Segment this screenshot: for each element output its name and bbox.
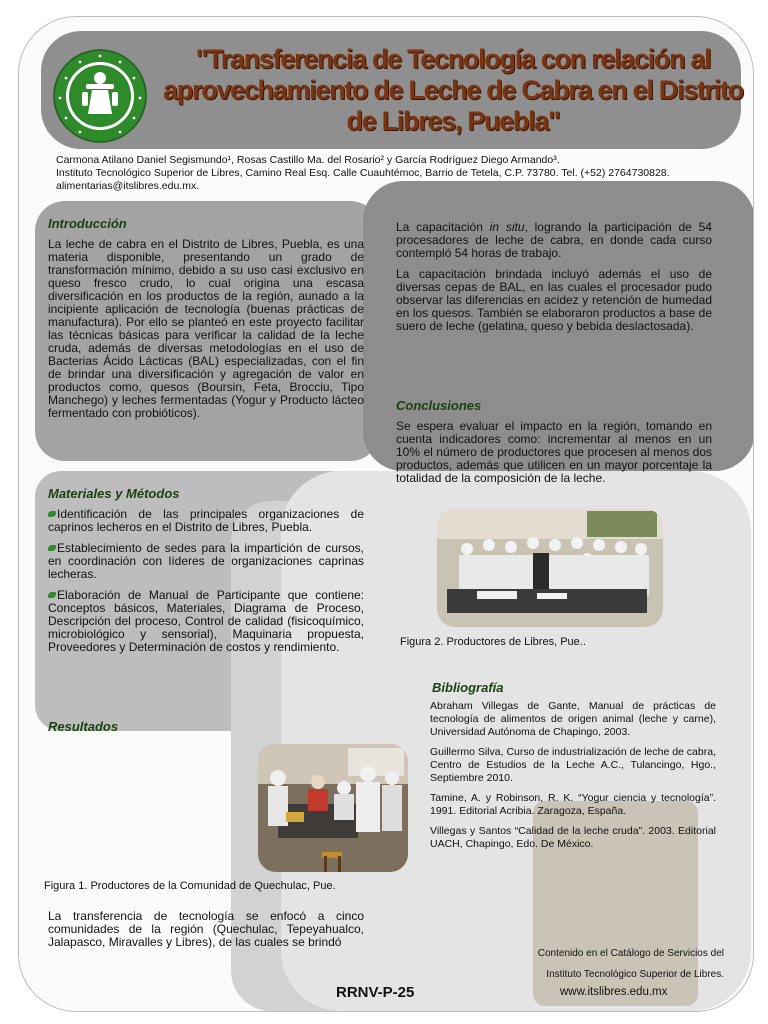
poster-code: RRNV-P-25 (336, 984, 415, 1001)
poster-title (158, 44, 748, 137)
resultados-continued-text: La capacitación in situ, logrando la participación de 54 procesadores de leche de cabra, en donde cada curso contempló 54 horas de trabajo. (396, 220, 712, 260)
figure-2-photo (437, 509, 663, 627)
reference-item: Guillermo Silva, Curso de industrialización de leche de cabra, Centro de Estudios de la Leche A.C., Tulancingo, Hgo., Septiembre 2010. (430, 746, 716, 784)
figure-1-photo (258, 744, 408, 872)
authors-block (56, 154, 756, 193)
institution-address: Instituto Tecnológico Superior de Libres, Camino Real Esq. Calle Cuauhtémoc, Barrio de Tetela, C.P. 73780. Tel. (+52) 2764730828. (56, 167, 670, 179)
reference-item: Abraham Villegas de Gante, Manual de prácticas de tecnología de alimentos de origen animal (leche y carne), Universidad Autónoma de Chapingo, 2003. (430, 700, 716, 738)
conclusiones-text: Se espera evaluar el impacto en la región, tomando en cuenta indicadores como: incrementar al menos en un 10% el número de productores que procesen al menos dos productos, además que utilicen en un mayor porcentaje la totalidad de la composición de la leche. (396, 419, 712, 485)
introduccion-section (48, 238, 364, 428)
resultados-text: La transferencia de tecnología se enfocó a cinco comunidades de la región (Quechulac, Tepeyahualco, Jalapasco, Miravalles y Libres), de las cuales se brindó (48, 909, 364, 949)
bibliografia-heading: Bibliografía (432, 680, 504, 695)
catalog-note (500, 943, 724, 985)
resultados-section (48, 910, 364, 957)
bibliografia-section (430, 700, 716, 858)
institution-logo (52, 48, 148, 144)
figure-2-caption: Figura 2. Productores de Libres, Pue.. (400, 636, 586, 648)
list-item: Identificación de las principales organizaciones de caprinos lecheros en el Distrito de Libres, Puebla. (48, 507, 364, 534)
conclusiones-heading: Conclusiones (396, 398, 482, 413)
title-line-2: aprovechamiento de Leche de Cabra en el Distrito de Libres, Puebla" (163, 75, 743, 136)
list-item: Elaboración de Manual de Participante que contiene: Conceptos básicos, Materiales, Diagrama de Proceso, Descripción del proceso, Control de calidad (fisicoquímico, microbiológico y sensorial), Maquinaria propuesta, Proveedores y Determinación de costos y rendimiento. (48, 588, 364, 654)
leaf-bullet-icon (48, 545, 56, 551)
contact-email: alimentarias@itslibres.edu.mx. (56, 180, 200, 192)
materiales-list (48, 508, 364, 654)
reference-item: Villegas y Santos “Calidad de la leche cruda”. 2003. Editorial UACH, Chapingo, Edo. De México. (430, 825, 716, 850)
reference-item: Tamine, A. y Robinson, R. K. “Yogur ciencia y tecnología”. 1991. Editorial Acribia. Zaragoza, España. (430, 792, 716, 817)
catalog-line-1: Contenido en el Catálogo de Servicios del (537, 948, 724, 959)
introduccion-text: La leche de cabra en el Distrito de Libres, Puebla, es una materia disponible, presentando un grado de transformación mínimo, debido a su uso casi exclusivo en queso fresco crudo, lo cual origina una escasa diversificación en los productos de la región, aunado a la incipiente aplicación de tecnología (buenas prácticas de manufactura). Por ello se planteó en este proyecto facilitar las técnicas básicas para verificar la calidad de la leche cruda, además de diversas metodologías en el uso de Bacterias Ácido Lácticas (BAL) especializadas, con el fin de brindar una diversificación y agregación de valor en productos como, quesos (Boursin, Feta, Brocciu, Tipo Manchego) y leches fermentadas (Yogur y Producto lácteo fermentado con probióticos). (48, 237, 364, 420)
author-names: Carmona Atilano Daniel Segismundo¹, Rosas Castillo Ma. del Rosario² y García Rodríguez Diego Armando³. (56, 154, 560, 166)
catalog-line-2: Instituto Tecnológico Superior de Libres. (546, 969, 724, 980)
resultados-text-2: La capacitación brindada incluyó además el uso de diversas cepas de BAL, en las cuales el procesador pudo observar las diferencias en acidez y retención de humedad en los quesos. También se elaboraron productos a base de suero de leche (gelatina, queso y bebida deslactosada). (396, 267, 712, 333)
figure-1-caption: Figura 1. Productores de la Comunidad de Quechulac, Pue. (44, 880, 336, 892)
introduccion-heading: Introducción (48, 216, 127, 231)
list-item: Establecimiento de sedes para la impartición de cursos, en coordinación con líderes de organizaciones caprinas lecheras. (48, 541, 364, 581)
title-line-1: "Transferencia de Tecnología con relación al (195, 44, 711, 74)
resultados-heading: Resultados (48, 719, 119, 734)
leaf-bullet-icon (48, 511, 56, 517)
conclusiones-section (396, 420, 712, 493)
resultados-continued (396, 221, 712, 341)
website-link[interactable]: www.itslibres.edu.mx (560, 986, 668, 998)
leaf-bullet-icon (48, 592, 56, 598)
materiales-heading: Materiales y Métodos (48, 486, 180, 501)
materiales-section (48, 508, 364, 662)
